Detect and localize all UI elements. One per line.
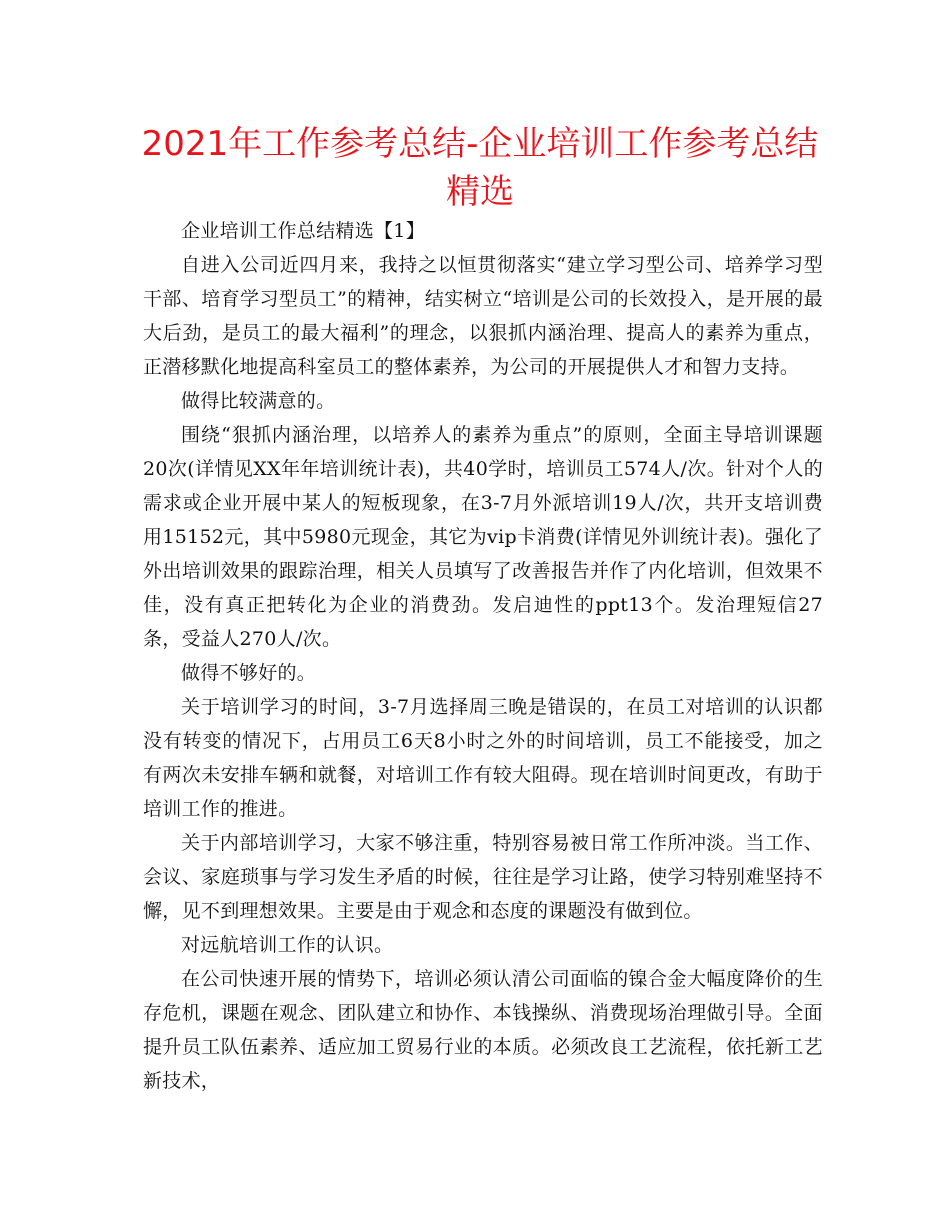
document-title: 2021年工作参考总结-企业培训工作参考总结精选 bbox=[141, 124, 819, 212]
paragraph-satisfied-heading: 做得比较满意的。 bbox=[181, 390, 336, 412]
paragraph-shortcomings-heading: 做得不够好的。 bbox=[181, 662, 317, 684]
paragraph-shortcomings-time: 关于培训学习的时间，3-7月选择周三晚是错误的，在员工对培训的认识都没有转变的情况下，占用员工6天8小时之外的时间培训，员工不能接受，加之有两次未安排车辆和就餐，对培训工作有较大阻碍。现在培训时间更改，有助于培训工作的推进。 bbox=[143, 696, 823, 820]
paragraph-intro: 自进入公司近四月来，我持之以恒贯彻落实“建立学习型公司、培养学习型干部、培育学习型员工”的精神，结实树立“培训是公司的长效投入，是开展的最大后劲，是员工的最大福利”的理念，以狠抓内涵治理、提高人的素养为重点，正潜移默化地提高科室员工的整体素养，为公司的开展提供人才和智力支持。 bbox=[143, 254, 823, 378]
paragraph-understanding-body: 在公司快速开展的情势下，培训必须认清公司面临的镍合金大幅度降价的生存危机，课题在观念、团队建立和协作、本钱操纵、消费现场治理做引导。全面提升员工队伍素养、适应加工贸易行业的本质。必须改良工艺流程，依托新工艺新技术， bbox=[143, 968, 823, 1092]
document-body bbox=[143, 214, 823, 1098]
paragraph-understanding-heading: 对远航培训工作的认识。 bbox=[181, 934, 394, 956]
paragraph-section-heading: 企业培训工作总结精选【1】 bbox=[181, 220, 425, 242]
paragraph-shortcomings-internal: 关于内部培训学习，大家不够注重，特别容易被日常工作所冲淡。当工作、会议、家庭琐事与学习发生矛盾的时候，往往是学习让路，使学习特别难坚持不懈，见不到理想效果。主要是由于观念和态度的课题没有做到位。 bbox=[143, 832, 823, 922]
paragraph-satisfied-body: 围绕“狠抓内涵治理，以培养人的素养为重点”的原则，全面主导培训课题20次(详情见XX年年培训统计表)，共40学时，培训员工574人/次。针对个人的需求或企业开展中某人的短板现象，在3-7月外派培训19人/次，共开支培训费用15152元，其中5980元现金，其它为vip卡消费(详情见外训统计表)。强化了外出培训效果的跟踪治理，相关人员填写了改善报告并作了内化培训，但效果不佳，没有真正把转化为企业的消费劲。发启迪性的ppt13个。发治理短信27条，受益人270人/次。 bbox=[143, 424, 823, 650]
